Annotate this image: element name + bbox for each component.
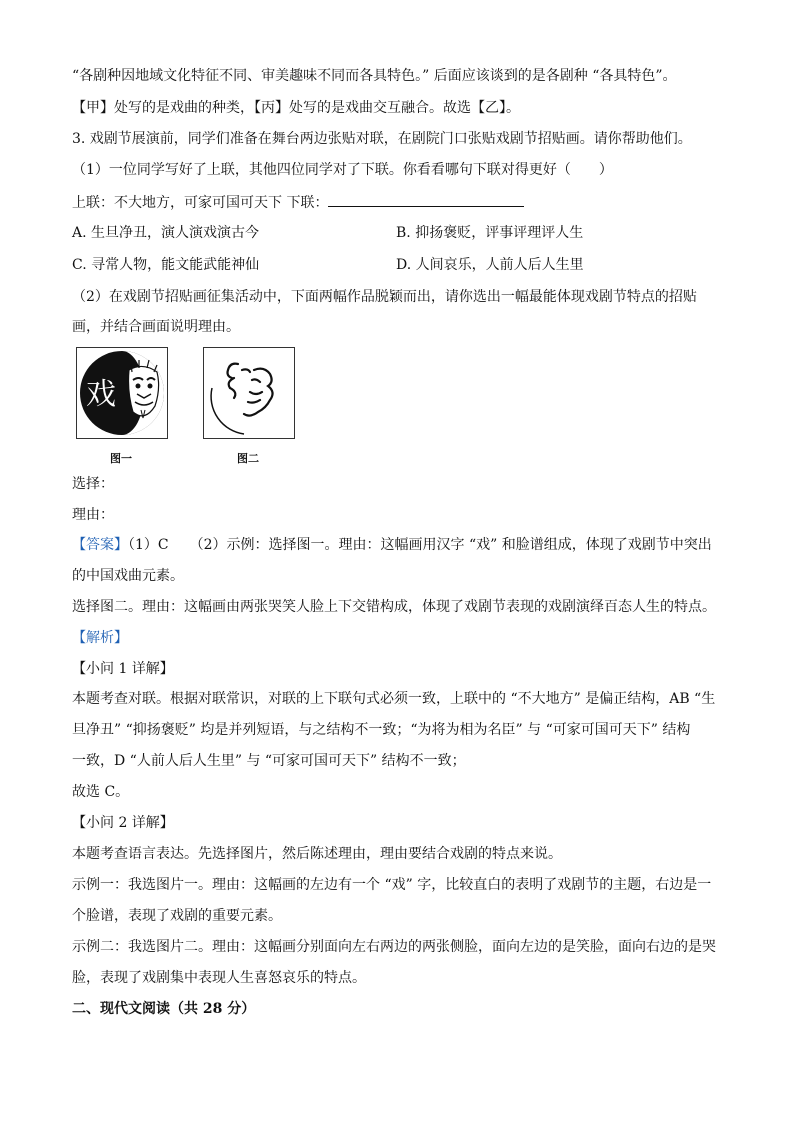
- answer-text: （1）C （2）示例：选择图一。理由：这幅画用汉字 “戏” 和脸谱组成，体现了戏剧节中突出: [128, 537, 712, 553]
- explanation-2-line-3: 个脸谱，表现了戏剧的重要元素。: [72, 908, 282, 924]
- question-3-stem: 3. 戏剧节展演前，同学们准备在舞台两边张贴对联，在剧院门口张贴戏剧节招贴画。请你帮助他们。: [72, 131, 692, 147]
- xi-character: 戏: [86, 377, 116, 412]
- arc-line: [211, 388, 244, 434]
- answer-line-1: [72, 535, 712, 555]
- explanation-2-line-4: 示例二：我选图片二。理由：这幅画分别面向左右两边的两张侧脸，面向左边的是笑脸，面向右边的是哭: [72, 939, 716, 955]
- option-c: C. 寻常人物，能文能武能神仙: [72, 257, 260, 273]
- answer-line-3: 选择图二。理由：这幅画由两张哭笑人脸上下交错构成，体现了戏剧节表现的戏剧演绎百态人生的特点。: [72, 599, 716, 615]
- paragraph-intro-quote: “各剧种因地域文化特征不同、审美趣味不同而各具特色。” 后面应该谈到的是各剧种 “各具特色”。: [72, 68, 677, 84]
- explanation-1-line-3: 一致，D “人前人后人生里” 与 “可家可国可天下” 结构不一致；: [72, 753, 466, 769]
- explanation-1-line-2: 旦净丑” “抑扬褒贬” 均是并列短语，与之结构不一致；“为将为相为名臣” 与 “可家可国可天下” 结构: [72, 722, 691, 738]
- figure-1-poster: [76, 347, 168, 439]
- analysis-label: 【解析】: [72, 630, 128, 646]
- answer-label: 【答案】: [72, 537, 128, 553]
- subquestion-1-heading: 【小问 1 详解】: [72, 661, 174, 677]
- explanation-2-line-5: 脸，表现了戏剧集中表现人生喜怒哀乐的特点。: [72, 970, 366, 986]
- question-3-2-line1: （2）在戏剧节招贴画征集活动中，下面两幅作品脱颖而出，请你选出一幅最能体现戏剧节特点的招贴: [72, 289, 697, 305]
- figure-1-caption: 图一: [110, 452, 132, 465]
- subquestion-2-heading: 【小问 2 详解】: [72, 815, 174, 831]
- option-d: D. 人间哀乐，人前人后人生里: [396, 257, 584, 273]
- couplet-text: 上联：不大地方，可家可国可天下 下联：: [72, 195, 329, 211]
- laughing-face-icon: [228, 364, 251, 398]
- paragraph-conclusion: 【甲】处写的是戏曲的种类，【丙】处写的是戏曲交互融合。故选【乙】。: [72, 100, 520, 116]
- couplet-line: [72, 192, 524, 213]
- section-2-heading: 二、现代文阅读（共 28 分）: [72, 1001, 256, 1017]
- explanation-2-line-2: 示例一：我选图片一。理由：这幅画的左边有一个 “戏” 字，比较直白的表明了戏剧节的主题，右边是一: [72, 877, 712, 893]
- explanation-2-line-1: 本题考查语言表达。先选择图片，然后陈述理由，理由要结合戏剧的特点来说。: [72, 846, 562, 862]
- question-3-1: （1）一位同学写好了上联，其他四位同学对了下联。你看看哪句下联对得更好（ ）: [72, 162, 613, 178]
- option-a: A. 生旦净丑，演人演戏演古今: [72, 225, 260, 241]
- crying-face-icon: [244, 369, 273, 416]
- figure-2-caption: 图二: [237, 452, 259, 465]
- xi-mask-illustration: [77, 348, 167, 438]
- question-3-2-line2: 画，并结合画面说明理由。: [72, 319, 240, 335]
- reason-prompt: 理由：: [72, 507, 114, 523]
- two-faces-illustration: [204, 348, 294, 438]
- option-b: B. 抑扬褒贬，评事评理评人生: [396, 225, 584, 241]
- answer-line-2: 的中国戏曲元素。: [72, 568, 184, 584]
- choice-prompt: 选择：: [72, 476, 114, 492]
- explanation-1-line-1: 本题考查对联。根据对联常识，对联的上下联句式必须一致，上联中的 “不大地方” 是偏正结构，AB “生: [72, 691, 716, 707]
- answer-blank: [328, 192, 524, 207]
- explanation-1-line-4: 故选 C。: [72, 784, 130, 800]
- figure-2-poster: [203, 347, 295, 439]
